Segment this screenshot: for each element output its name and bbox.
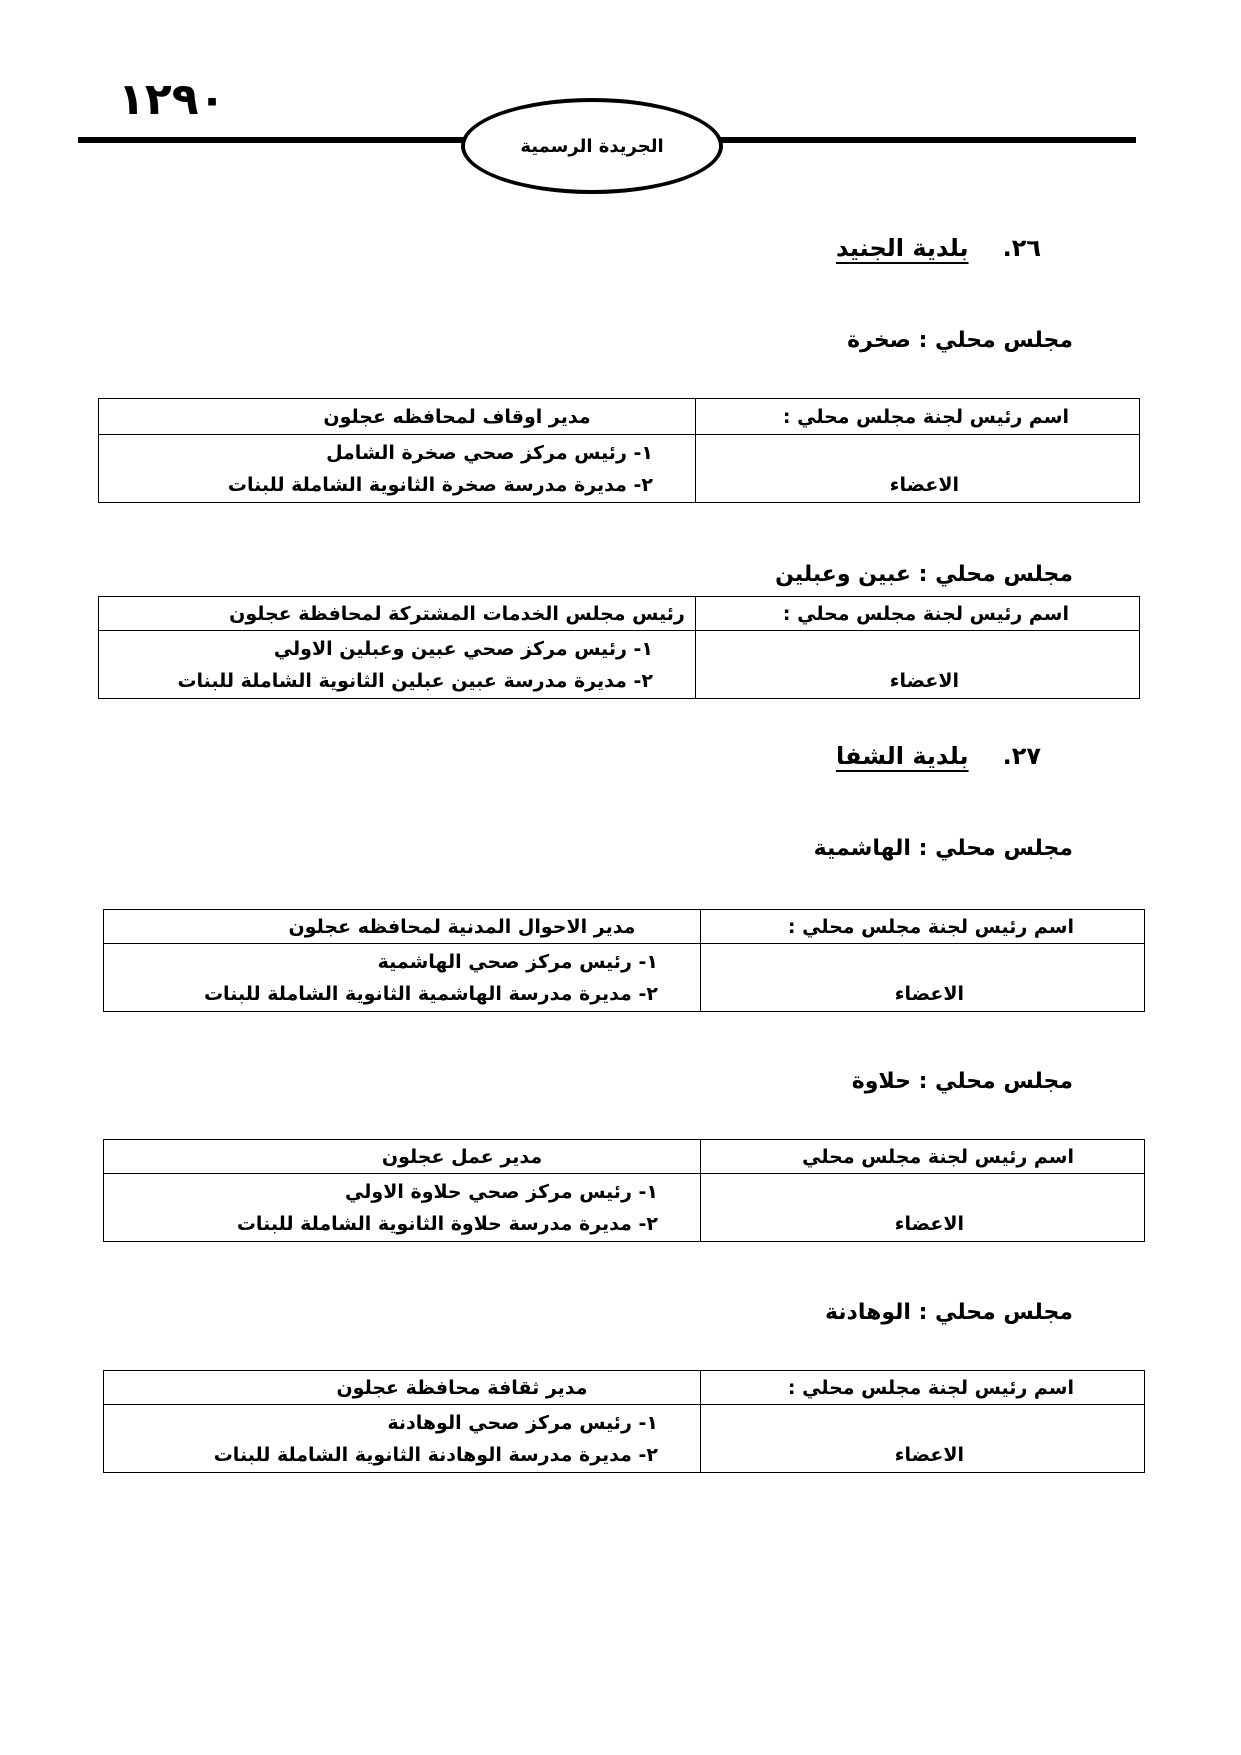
members-row bbox=[99, 435, 1140, 503]
member-item: ٢- مديرة مدرسة عبين عبلين الثانوية الشاملة للبنات bbox=[177, 669, 653, 692]
gazette-title-oval bbox=[461, 98, 723, 194]
members-label: الاعضاء bbox=[889, 670, 959, 692]
head-label-cell bbox=[701, 910, 1145, 944]
members-label-cell bbox=[701, 1405, 1145, 1473]
page-number: ١٢٩٠ bbox=[118, 74, 226, 125]
head-row bbox=[99, 399, 1140, 435]
head-row bbox=[104, 1140, 1145, 1174]
members-row bbox=[104, 944, 1145, 1012]
head-row bbox=[104, 910, 1145, 944]
head-row bbox=[99, 597, 1140, 631]
council-table bbox=[98, 596, 1140, 699]
members-value-cell bbox=[104, 1174, 701, 1242]
head-label-cell bbox=[701, 1371, 1145, 1405]
members-value-cell bbox=[99, 631, 696, 699]
head-label: اسم رئيس لجنة مجلس محلي : bbox=[782, 602, 1069, 625]
council-table bbox=[103, 909, 1145, 1012]
municipality-number: ٢٧. bbox=[1002, 742, 1041, 770]
head-value: مدير ثقافة محافظة عجلون bbox=[336, 1376, 588, 1399]
head-value: رئيس مجلس الخدمات المشتركة لمحافظة عجلون bbox=[229, 602, 685, 625]
head-label-cell bbox=[696, 597, 1140, 631]
members-label: الاعضاء bbox=[894, 1444, 964, 1466]
head-value: مدير الاحوال المدنية لمحافظه عجلون bbox=[288, 915, 636, 938]
council-heading: مجلس محلي : صخرة bbox=[847, 328, 1073, 353]
head-label-cell bbox=[701, 1140, 1145, 1174]
head-label: اسم رئيس لجنة مجلس محلي bbox=[802, 1145, 1074, 1168]
member-item: ٢- مديرة مدرسة صخرة الثانوية الشاملة للبنات bbox=[227, 473, 653, 496]
members-label-cell bbox=[696, 435, 1140, 503]
head-value-cell bbox=[104, 1371, 701, 1405]
members-label: الاعضاء bbox=[894, 1213, 964, 1235]
council-table bbox=[103, 1139, 1145, 1242]
head-label-cell bbox=[696, 399, 1140, 435]
member-item: ١- رئيس مركز صحي الهاشمية bbox=[377, 950, 658, 973]
municipality-title: بلدية الجنيد bbox=[835, 234, 969, 262]
member-item: ٢- مديرة مدرسة حلاوة الثانوية الشاملة للبنات bbox=[236, 1212, 658, 1235]
municipality-heading bbox=[836, 744, 1041, 768]
member-item: ٢- مديرة مدرسة الوهادنة الثانوية الشاملة للبنات bbox=[213, 1443, 658, 1466]
head-label: اسم رئيس لجنة مجلس محلي : bbox=[782, 405, 1069, 428]
member-item: ١- رئيس مركز صحي حلاوة الاولي bbox=[345, 1180, 658, 1203]
members-label: الاعضاء bbox=[894, 983, 964, 1005]
council-table bbox=[98, 398, 1140, 503]
council-heading: مجلس محلي : حلاوة bbox=[851, 1069, 1073, 1094]
members-row bbox=[104, 1174, 1145, 1242]
member-item: ١- رئيس مركز صحي عبين وعبلين الاولي bbox=[273, 637, 653, 660]
head-value-cell bbox=[104, 910, 701, 944]
member-item: ١- رئيس مركز صحي صخرة الشامل bbox=[326, 441, 653, 464]
head-value: مدير عمل عجلون bbox=[381, 1145, 543, 1168]
members-label: الاعضاء bbox=[889, 474, 959, 496]
municipality-number: ٢٦. bbox=[1002, 234, 1041, 262]
council-table bbox=[103, 1370, 1145, 1473]
head-row bbox=[104, 1371, 1145, 1405]
member-item: ١- رئيس مركز صحي الوهادنة bbox=[387, 1411, 658, 1434]
head-value-cell bbox=[99, 597, 696, 631]
member-item: ٢- مديرة مدرسة الهاشمية الثانوية الشاملة للبنات bbox=[203, 982, 658, 1005]
municipality-heading bbox=[836, 236, 1041, 260]
members-row bbox=[99, 631, 1140, 699]
members-label-cell bbox=[701, 1174, 1145, 1242]
head-value-cell bbox=[99, 399, 696, 435]
head-label: اسم رئيس لجنة مجلس محلي : bbox=[787, 915, 1074, 938]
members-value-cell bbox=[104, 1405, 701, 1473]
council-heading: مجلس محلي : الهاشمية bbox=[813, 836, 1073, 861]
municipality-title: بلدية الشفا bbox=[836, 742, 969, 770]
head-value: مدير اوقاف لمحافظه عجلون bbox=[323, 405, 591, 428]
head-label: اسم رئيس لجنة مجلس محلي : bbox=[787, 1376, 1074, 1399]
council-heading: مجلس محلي : عبين وعبلين bbox=[775, 562, 1073, 587]
council-heading: مجلس محلي : الوهادنة bbox=[824, 1300, 1073, 1325]
members-row bbox=[104, 1405, 1145, 1473]
members-label-cell bbox=[696, 631, 1140, 699]
gazette-title: الجريدة الرسمية bbox=[520, 135, 664, 157]
members-value-cell bbox=[99, 435, 696, 503]
head-value-cell bbox=[104, 1140, 701, 1174]
members-value-cell bbox=[104, 944, 701, 1012]
members-label-cell bbox=[701, 944, 1145, 1012]
